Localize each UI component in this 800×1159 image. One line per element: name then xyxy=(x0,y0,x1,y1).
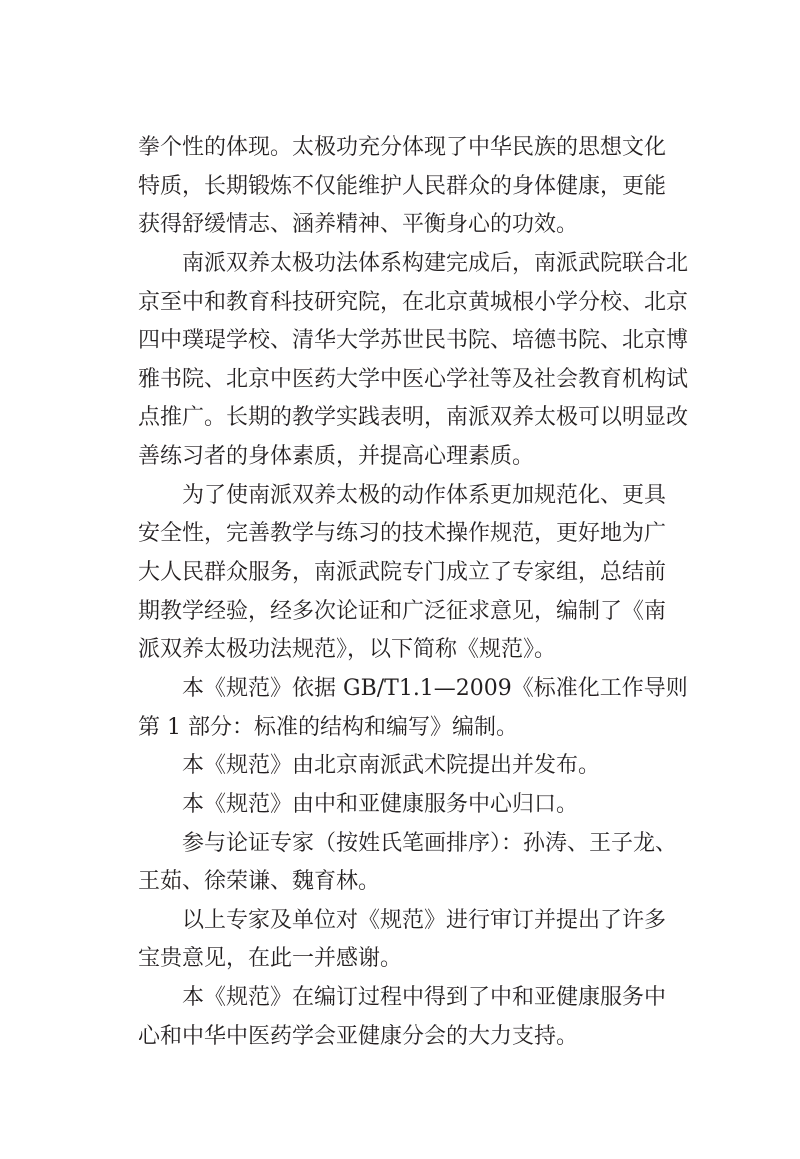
document-page xyxy=(138,129,689,1056)
text-line: 拳个性的体现。太极功充分体现了中华民族的思想文化 xyxy=(138,135,667,160)
text-line: 期教学经验，经多次论证和广泛征求意见，编制了《南 xyxy=(138,598,667,624)
text-line: 善练习者的身体素质，并提高心理素质。 xyxy=(138,444,535,470)
paragraph xyxy=(138,786,662,825)
paragraph xyxy=(138,670,688,747)
text-line: 以上专家及单位对《规范》进行审订并提出了许多 xyxy=(182,907,667,933)
text-line: 获得舒缓情志、涵养精神、平衡身心的功效。 xyxy=(138,212,579,238)
text-line: 南派双养太极功法体系构建完成后，南派武院联合北 xyxy=(182,250,689,276)
text-line: 本《规范》由中和亚健康服务中心归口。 xyxy=(182,791,579,817)
paragraph xyxy=(138,825,678,902)
paragraph xyxy=(138,902,667,979)
paragraph xyxy=(138,747,662,786)
text-line: 安全性，完善教学与练习的技术操作规范，更好地为广 xyxy=(138,521,667,547)
text-line: 大人民群众服务，南派武院专门成立了专家组，总结前 xyxy=(138,560,667,586)
text-line: 王茹、徐荣谦、魏育林。 xyxy=(138,869,381,895)
text-line: 第 1 部分：标准的结构和编写》编制。 xyxy=(138,714,518,740)
text-line: 本《规范》由北京南派武术院提出并发布。 xyxy=(182,753,601,779)
text-line: 本《规范》依据 GB/T1.1—2009《标准化工作导则 xyxy=(182,675,688,701)
text-line: 点推广。长期的教学实践表明，南派双养太极可以明显改 xyxy=(138,405,689,431)
text-line: 参与论证专家（按姓氏笔画排序）：孙涛、王子龙、 xyxy=(182,830,678,856)
paragraph xyxy=(138,129,667,245)
paragraph xyxy=(138,979,667,1056)
text-line: 宝贵意见，在此一并感谢。 xyxy=(138,946,403,972)
paragraph xyxy=(138,477,667,670)
paragraph xyxy=(138,245,689,477)
text-line: 心和中华中医药学会亚健康分会的大力支持。 xyxy=(138,1023,579,1049)
text-line: 四中璞瑅学校、清华大学苏世民书院、培德书院、北京博 xyxy=(138,328,689,354)
text-line: 派双养太极功法规范》，以下简称《规范》。 xyxy=(138,637,557,663)
text-line: 本《规范》在编订过程中得到了中和亚健康服务中 xyxy=(182,985,667,1011)
text-line: 雅书院、北京中医药大学中医心学社等及社会教育机构试 xyxy=(138,366,689,392)
text-line: 京至中和教育科技研究院，在北京黄城根小学分校、北京 xyxy=(138,289,689,315)
text-line: 特质，长期锻炼不仅能维护人民群众的身体健康，更能 xyxy=(138,173,667,199)
text-line: 为了使南派双养太极的动作体系更加规范化、更具 xyxy=(182,482,667,508)
